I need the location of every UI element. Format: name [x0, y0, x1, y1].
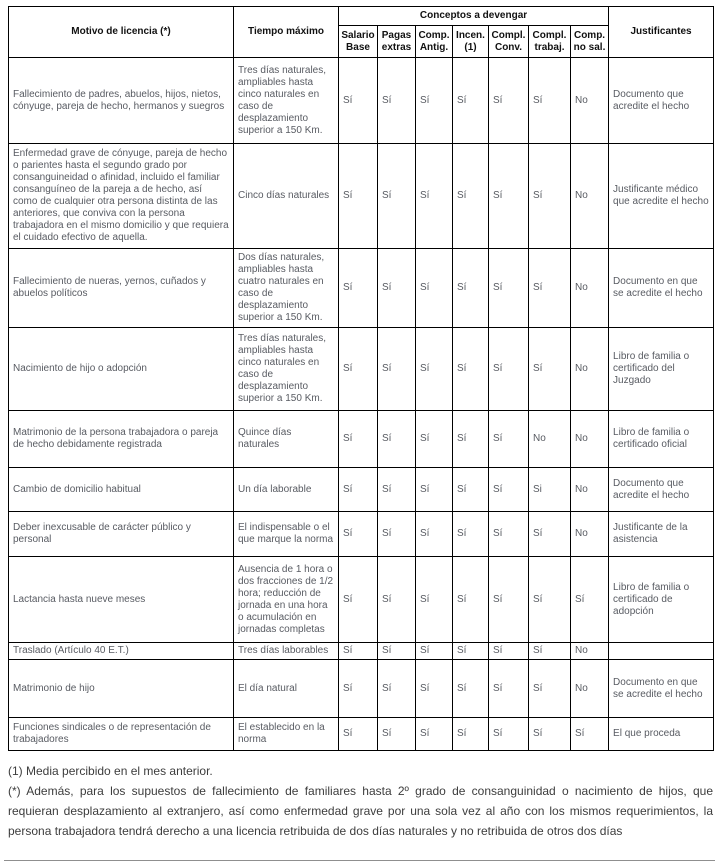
- tiempo-maximo-cell: Quince días naturales: [234, 411, 339, 468]
- concept-value-cell-2: Sí: [416, 643, 453, 660]
- tiempo-maximo-cell: El día natural: [234, 660, 339, 718]
- footnote-asterisk: (*) Además, para los supuestos de fallecimiento de familiares hasta 2º grado de consanguinidad o nacimiento de hijos, que requieran desplazamiento al extranjero, así como enfermedad grave por una sola vez al año con los mismos requerimientos, la persona trabajadora tendrá derecho a una licencia retribuida de dos días naturales y no retribuida de otros dos días: [8, 784, 713, 838]
- motivo-cell: Matrimonio de la persona trabajadora o pareja de hecho debidamente registrada: [9, 411, 234, 468]
- justificante-cell: Libro de familia o certificado oficial: [609, 411, 714, 468]
- concept-value-cell-4: Sí: [489, 643, 529, 660]
- table-row: [9, 249, 714, 328]
- justificante-cell: Libro de familia o certificado de adopción: [609, 557, 714, 643]
- table-row: [9, 144, 714, 249]
- concept-value-cell-5: Sí: [529, 58, 571, 144]
- concept-value-cell-5: Sí: [529, 557, 571, 643]
- motivo-cell: Lactancia hasta nueve meses: [9, 557, 234, 643]
- concept-value-cell-2: Sí: [416, 249, 453, 328]
- concept-value-cell-6: No: [571, 249, 609, 328]
- concept-value-cell-5: Sí: [529, 328, 571, 411]
- motivo-cell: Nacimiento de hijo o adopción: [9, 328, 234, 411]
- justificante-cell: Documento en que se acredite el hecho: [609, 660, 714, 718]
- concept-value-cell-1: Sí: [378, 328, 416, 411]
- col-header-pagas-extras: Pagas extras: [378, 26, 416, 58]
- table-body: [9, 58, 714, 751]
- concept-value-cell-3: Sí: [453, 660, 489, 718]
- concept-value-cell-3: Sí: [453, 643, 489, 660]
- motivo-cell: Fallecimiento de padres, abuelos, hijos, nietos, cónyuge, pareja de hecho, hermanos y suegros: [9, 58, 234, 144]
- concept-value-cell-1: Sí: [378, 411, 416, 468]
- concept-value-cell-0: Sí: [339, 660, 378, 718]
- table-row: [9, 643, 714, 660]
- concept-value-cell-5: No: [529, 411, 571, 468]
- motivo-cell: Cambio de domicilio habitual: [9, 468, 234, 512]
- concept-value-cell-5: Sí: [529, 512, 571, 557]
- concept-value-cell-2: Sí: [416, 411, 453, 468]
- table-row: [9, 58, 714, 144]
- concept-value-cell-6: No: [571, 144, 609, 249]
- concept-value-cell-0: Sí: [339, 144, 378, 249]
- concept-value-cell-1: Sí: [378, 512, 416, 557]
- table-row: [9, 468, 714, 512]
- concept-value-cell-0: Sí: [339, 557, 378, 643]
- concept-value-cell-5: Sí: [529, 660, 571, 718]
- concept-value-cell-6: No: [571, 660, 609, 718]
- concept-value-cell-4: Sí: [489, 557, 529, 643]
- justificante-cell: El que proceda: [609, 718, 714, 751]
- tiempo-maximo-cell: Cinco días naturales: [234, 144, 339, 249]
- concept-value-cell-3: Sí: [453, 58, 489, 144]
- concept-value-cell-1: Sí: [378, 58, 416, 144]
- concept-value-cell-5: Si: [529, 468, 571, 512]
- motivo-cell: Matrimonio de hijo: [9, 660, 234, 718]
- col-header-compl-conv: Compl. Conv.: [489, 26, 529, 58]
- tiempo-maximo-cell: Ausencia de 1 hora o dos fracciones de 1/2 hora; reducción de jornada en una hora o acumulación en jornadas completas: [234, 557, 339, 643]
- concept-value-cell-2: Sí: [416, 468, 453, 512]
- justificante-cell: Libro de familia o certificado del Juzgado: [609, 328, 714, 411]
- col-header-compl-trabaj: Compl. trabaj.: [529, 26, 571, 58]
- tiempo-maximo-cell: El establecido en la norma: [234, 718, 339, 751]
- concept-value-cell-1: Sí: [378, 144, 416, 249]
- concept-value-cell-0: Sí: [339, 411, 378, 468]
- table-row: [9, 557, 714, 643]
- col-header-comp-no-sal: Comp. no sal.: [571, 26, 609, 58]
- bottom-divider: [4, 860, 715, 861]
- concept-value-cell-1: Sí: [378, 718, 416, 751]
- concept-value-cell-2: Sí: [416, 512, 453, 557]
- header-row-group: [9, 7, 714, 26]
- concept-value-cell-0: Sí: [339, 718, 378, 751]
- motivo-cell: Funciones sindicales o de representación de trabajadores: [9, 718, 234, 751]
- concept-value-cell-3: Sí: [453, 512, 489, 557]
- justificante-cell: Documento en que se acredite el hecho: [609, 249, 714, 328]
- concept-value-cell-3: Sí: [453, 468, 489, 512]
- concept-value-cell-0: Sí: [339, 643, 378, 660]
- concept-value-cell-0: Sí: [339, 58, 378, 144]
- concept-value-cell-3: Sí: [453, 328, 489, 411]
- concept-value-cell-1: Sí: [378, 643, 416, 660]
- table-row: [9, 411, 714, 468]
- concept-value-cell-4: Sí: [489, 718, 529, 751]
- concept-value-cell-2: Sí: [416, 144, 453, 249]
- footnote-media-percibido: (1) Media percibido en el mes anterior.: [8, 764, 213, 778]
- concept-value-cell-4: Sí: [489, 328, 529, 411]
- col-header-tiempo: Tiempo máximo: [234, 7, 339, 58]
- tiempo-maximo-cell: Tres días naturales, ampliables hasta cinco naturales en caso de desplazamiento superior a 150 Km.: [234, 58, 339, 144]
- motivo-cell: Traslado (Artículo 40 E.T.): [9, 643, 234, 660]
- concept-value-cell-5: Sí: [529, 643, 571, 660]
- concept-value-cell-1: Sí: [378, 249, 416, 328]
- motivo-cell: Fallecimiento de nueras, yernos, cuñados y abuelos políticos: [9, 249, 234, 328]
- concept-value-cell-6: No: [571, 411, 609, 468]
- concept-value-cell-0: Sí: [339, 328, 378, 411]
- concept-value-cell-2: Sí: [416, 328, 453, 411]
- col-header-salario-base: Salario Base: [339, 26, 378, 58]
- table-row: [9, 328, 714, 411]
- concept-value-cell-4: Sí: [489, 58, 529, 144]
- concept-value-cell-1: Sí: [378, 557, 416, 643]
- concept-value-cell-2: Sí: [416, 660, 453, 718]
- concept-value-cell-4: Sí: [489, 249, 529, 328]
- justificante-cell: Justificante de la asistencia: [609, 512, 714, 557]
- concept-value-cell-4: Sí: [489, 468, 529, 512]
- table-row: [9, 660, 714, 718]
- concept-value-cell-4: Sí: [489, 660, 529, 718]
- tiempo-maximo-cell: Tres días laborables: [234, 643, 339, 660]
- table-header: [9, 7, 714, 58]
- concept-value-cell-5: Sí: [529, 144, 571, 249]
- concept-value-cell-1: Sí: [378, 660, 416, 718]
- concept-value-cell-3: Sí: [453, 144, 489, 249]
- justificante-cell: Documento que acredite el hecho: [609, 468, 714, 512]
- licencias-table: [8, 6, 714, 751]
- table-row: [9, 512, 714, 557]
- concept-value-cell-0: Sí: [339, 249, 378, 328]
- motivo-cell: Deber inexcusable de carácter público y personal: [9, 512, 234, 557]
- concept-value-cell-3: Sí: [453, 557, 489, 643]
- concept-value-cell-5: Sí: [529, 249, 571, 328]
- col-header-incen: Incen. (1): [453, 26, 489, 58]
- col-header-comp-antig: Comp. Antig.: [416, 26, 453, 58]
- col-header-motivo: Motivo de licencia (*): [9, 7, 234, 58]
- table-row: [9, 718, 714, 751]
- concept-value-cell-0: Sí: [339, 512, 378, 557]
- col-header-conceptos-group: Conceptos a devengar: [339, 7, 609, 26]
- justificante-cell: Justificante médico que acredite el hecho: [609, 144, 714, 249]
- concept-value-cell-6: No: [571, 643, 609, 660]
- concept-value-cell-4: Sí: [489, 144, 529, 249]
- concept-value-cell-4: Sí: [489, 411, 529, 468]
- motivo-cell: Enfermedad grave de cónyuge, pareja de hecho o parientes hasta el segundo grado por consanguineidad o afinidad, incluido el familiar consanguíneo de la pareja a de hecho, así como de cualquier otra persona distinta de las anteriores, que conviva con la persona trabajadora en el mismo domicilio y que requiera el cuidado efectivo de aquella.: [9, 144, 234, 249]
- concept-value-cell-6: Sí: [571, 557, 609, 643]
- tiempo-maximo-cell: Tres días naturales, ampliables hasta cinco naturales en caso de desplazamiento superior a 150 Km.: [234, 328, 339, 411]
- concept-value-cell-2: Sí: [416, 557, 453, 643]
- concept-value-cell-3: Sí: [453, 411, 489, 468]
- justificante-cell: [609, 643, 714, 660]
- footnotes: [8, 761, 713, 841]
- concept-value-cell-3: Sí: [453, 718, 489, 751]
- concept-value-cell-6: No: [571, 468, 609, 512]
- col-header-justificantes: Justificantes: [609, 7, 714, 58]
- tiempo-maximo-cell: Un día laborable: [234, 468, 339, 512]
- justificante-cell: Documento que acredite el hecho: [609, 58, 714, 144]
- tiempo-maximo-cell: Dos días naturales, ampliables hasta cuatro naturales en caso de desplazamiento superior a 150 Km.: [234, 249, 339, 328]
- concept-value-cell-0: Sí: [339, 468, 378, 512]
- concept-value-cell-6: Sí: [571, 718, 609, 751]
- concept-value-cell-6: No: [571, 58, 609, 144]
- concept-value-cell-1: Sí: [378, 468, 416, 512]
- concept-value-cell-4: Sí: [489, 512, 529, 557]
- concept-value-cell-2: Sí: [416, 718, 453, 751]
- concept-value-cell-3: Sí: [453, 249, 489, 328]
- concept-value-cell-5: Sí: [529, 718, 571, 751]
- concept-value-cell-6: No: [571, 512, 609, 557]
- concept-value-cell-2: Sí: [416, 58, 453, 144]
- concept-value-cell-6: No: [571, 328, 609, 411]
- tiempo-maximo-cell: El indispensable o el que marque la norma: [234, 512, 339, 557]
